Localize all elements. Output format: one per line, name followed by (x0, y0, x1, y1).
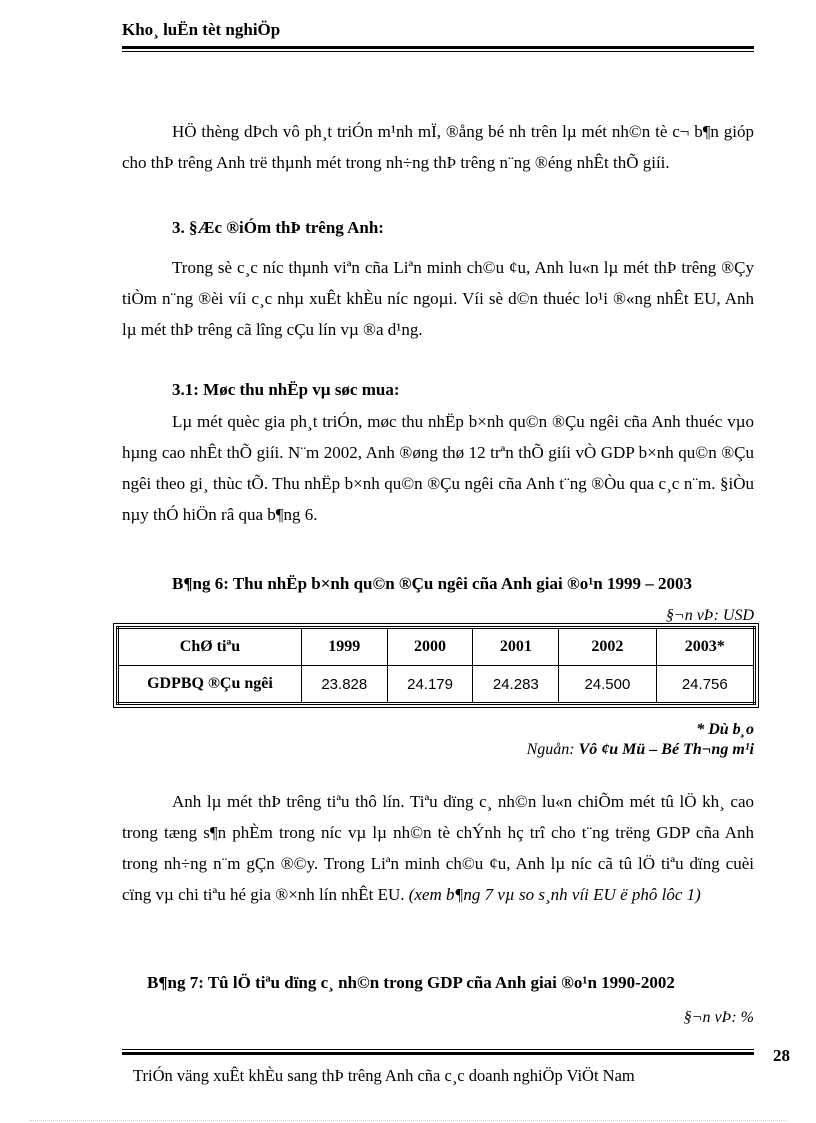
table6-footnote: * Dù b¸o (696, 721, 754, 738)
table-cell: 23.828 (301, 666, 387, 704)
footer-rule-thin (122, 1049, 754, 1050)
table-header-cell: 2000 (387, 628, 473, 666)
source-name: Vô ¢u Mü – Bé Th¬ng m¹i (578, 741, 754, 758)
table-header-cell: 2002 (559, 628, 656, 666)
table-header-cell: 2003* (656, 628, 754, 666)
paragraph-income: Lµ mét quèc gia ph¸t triÓn, møc thu nhËp b×nh qu©n ®Çu ngêi cña Anh thuéc vµo hµng cao nhÊt thÕ giíi. N¨m 2002, Anh ®øng thø 12 trªn thÕ giíi vÒ GDP b×nh qu©n ®Çu ngêi theo gi¸ thùc tÕ. Thu nhËp b×nh qu©n ®Çu ngêi cña Anh t¨ng ®Òu qua c¸c n¨m. §iÒu nµy thÓ hiÖn râ qua b¶ng 6. (122, 412, 754, 524)
header-rule-thin (122, 51, 754, 52)
table-row-label: GDPBQ ®Çu ngêi (118, 666, 302, 704)
header-title: Kho¸ luËn tèt nghiÖp (122, 20, 281, 39)
section-heading-3: 3. §Æc ®iÓm thÞ trêng Anh: (172, 218, 384, 237)
paragraph-market-potential: Trong sè c¸c níc thµnh viªn cña Liªn minh ch©u ¢u, Anh lu«n lµ mét thÞ trêng ®Çy tiÒm n¨ng ®èi víi c¸c nhµ xuÊt khÈu níc ngoµi. Víi sè d©n thuéc lo¹i ®«ng nhÊt EU, Anh lµ mét thÞ trêng cã lîng cÇu lín vµ ®a d¹ng. (122, 258, 754, 339)
table-header-cell: 2001 (473, 628, 559, 666)
table-reference-link: (xem b¶ng 7 vµ so s¸nh víi EU ë phô lôc 1) (408, 885, 701, 904)
paragraph-consumption (122, 786, 754, 910)
section-heading-3-1: 3.1: Møc thu nhËp vµ søc mua: (172, 380, 400, 399)
table6-unit: §¬n vÞ: USD (665, 607, 754, 624)
income-table (116, 626, 756, 705)
table6-caption: B¶ng 6: Thu nhËp b×nh qu©n ®Çu ngêi cña Anh giai ®o¹n 1999 – 2003 (172, 574, 692, 593)
page-edge-divider (30, 1120, 786, 1121)
table-header-row (118, 628, 755, 666)
header-rule-thick (122, 46, 754, 49)
source-prefix: Nguån: (526, 741, 579, 758)
table-row (118, 666, 755, 704)
table-cell: 24.500 (559, 666, 656, 704)
table6-source (527, 741, 754, 759)
page-number: 28 (773, 1046, 790, 1065)
table-cell: 24.756 (656, 666, 754, 704)
table7-caption: B¶ng 7: Tû lÖ tiªu dïng c¸ nh©n trong GDP cña Anh giai ®o¹n 1990-2002 (147, 973, 675, 992)
paragraph-consumption-text: Anh lµ mét thÞ trêng tiªu thô lín. Tiªu dïng c¸ nh©n lu«n chiÕm mét tû lÖ kh¸ cao trong tæng s¶n phÈm trong níc vµ lµ nh©n tè chÝnh hç trî cho t¨ng trëng GDP cña Anh trong nh÷ng n¨m gÇn ®©y. Trong Liªn minh ch©u ¢u, Anh lµ níc cã tû lÖ tiªu dïng cuèi cïng vµ chi tiªu hé gia ®×nh lín nhÊt EU. (122, 792, 754, 904)
table-cell: 24.283 (473, 666, 559, 704)
table-cell: 24.179 (387, 666, 473, 704)
table-header-cell: 1999 (301, 628, 387, 666)
paragraph-services: HÖ thèng dÞch vô ph¸t triÓn m¹nh mÏ, ®ång bé nh trên lµ mét nh©n tè c¬ b¶n gióp cho thÞ trêng Anh trë thµnh mét trong nh÷ng thÞ trêng n¨ng ®éng nhÊt thÕ giíi. (122, 122, 754, 172)
footer-rule-thick (122, 1052, 754, 1055)
table-header-cell: ChØ tiªu (118, 628, 302, 666)
table7-unit: §¬n vÞ: % (683, 1009, 754, 1026)
footer-title: TriÓn väng xuÊt khÈu sang thÞ trêng Anh cña c¸c doanh nghiÖp ViÖt Nam (133, 1066, 635, 1085)
